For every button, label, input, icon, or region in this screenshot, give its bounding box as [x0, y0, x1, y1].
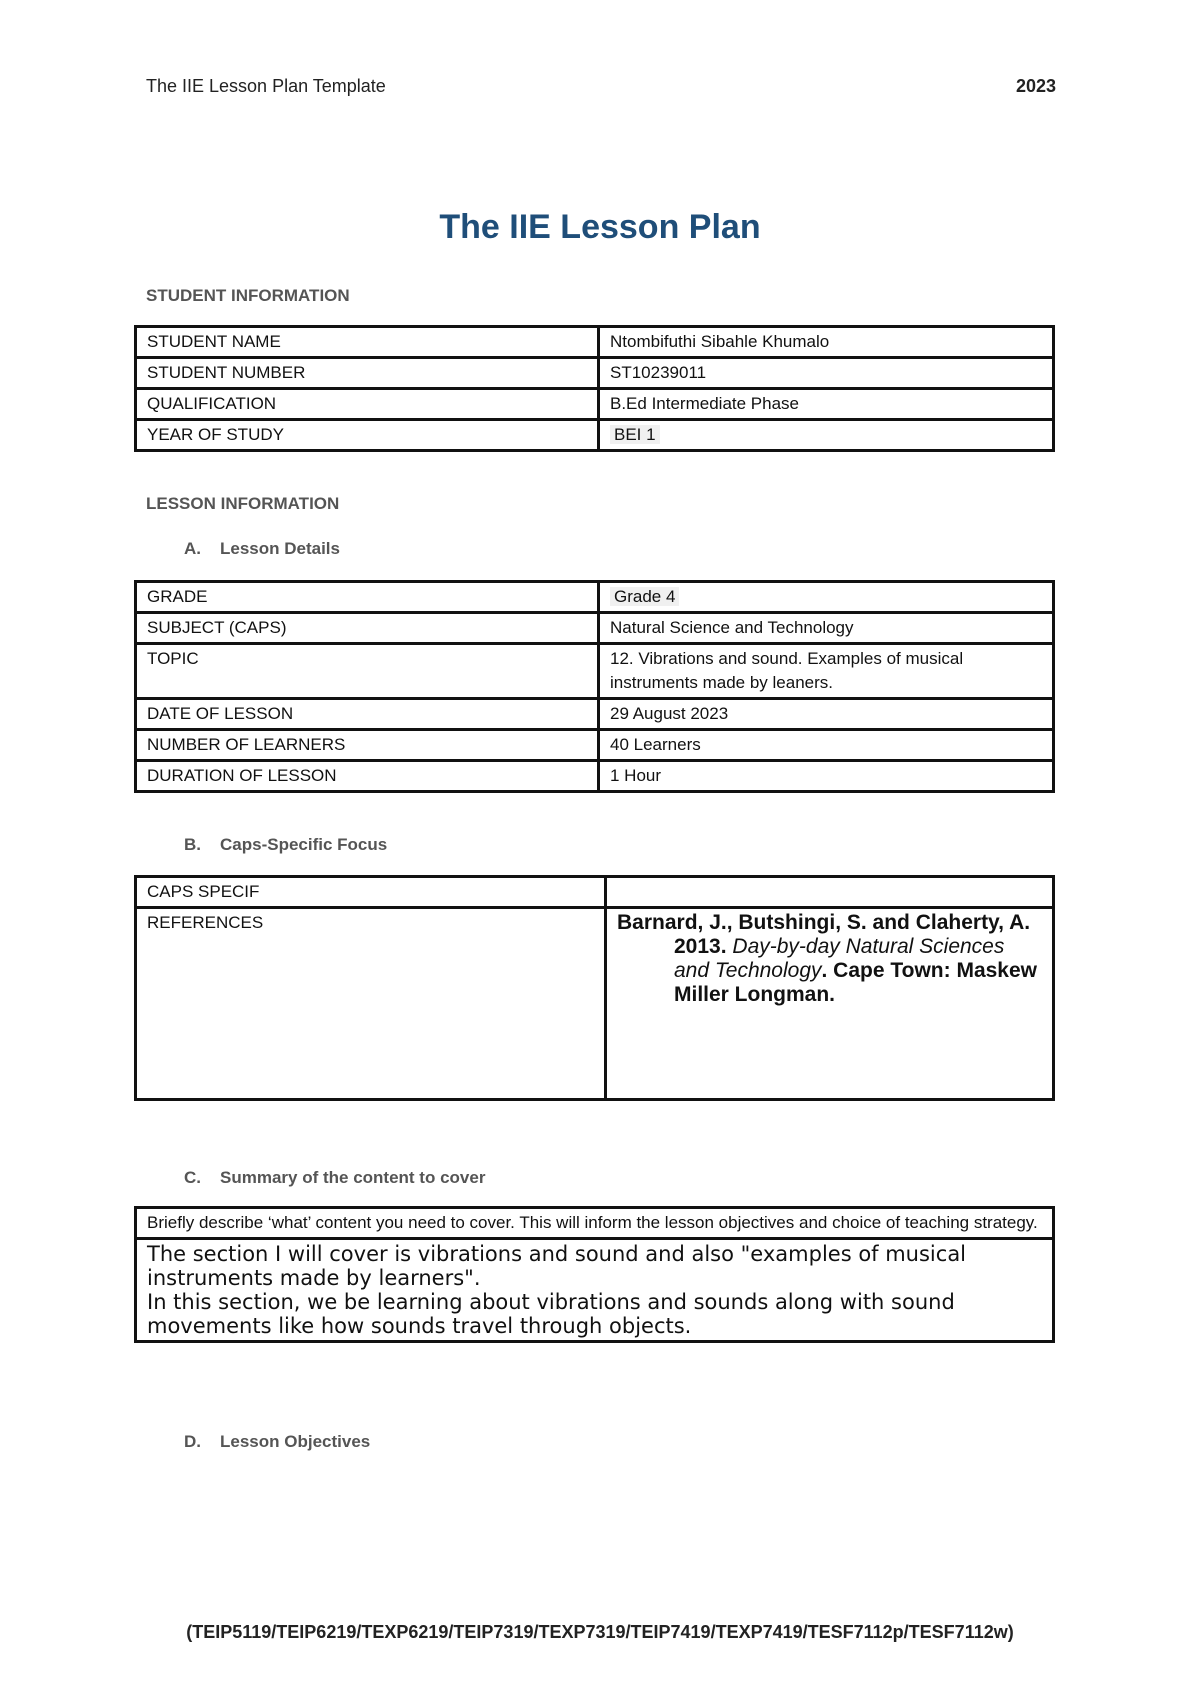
table-row [136, 1208, 1054, 1239]
grade-value: Grade 4 [610, 587, 679, 606]
table-key: YEAR OF STUDY [136, 420, 599, 451]
year-of-study-value: BEI 1 [610, 425, 660, 444]
caps-focus-table [134, 875, 1055, 1101]
summary-prompt: Briefly describe ‘what’ content you need to cover. This will inform the lesson objectives and choice of teaching strategy. [136, 1208, 1054, 1239]
lesson-details-heading [184, 539, 340, 559]
table-row [136, 1239, 1054, 1342]
reference-authors: Barnard, J., Butshingi, S. and Claherty, A. [617, 911, 1031, 934]
table-value: ST10239011 [599, 358, 1054, 389]
table-key: QUALIFICATION [136, 389, 599, 420]
reference-entry [606, 908, 1054, 1100]
section-letter: C. [184, 1168, 201, 1187]
table-value: 12. Vibrations and sound. Examples of musical instruments made by leaners. [599, 644, 1054, 699]
table-key: CAPS SPECIF [136, 877, 606, 908]
summary-content-heading [184, 1168, 485, 1188]
table-value: B.Ed Intermediate Phase [599, 389, 1054, 420]
table-row [136, 699, 1054, 730]
lesson-details-table [134, 580, 1055, 793]
page-title: The IIE Lesson Plan [439, 208, 761, 246]
section-title: Lesson Objectives [220, 1432, 371, 1451]
table-key: DURATION OF LESSON [136, 761, 599, 792]
footer-module-codes: (TEIP5119/TEIP6219/TEXP6219/TEIP7319/TEXP7319/TEIP7419/TEXP7419/TESF7112p/TESF7112w) [186, 1622, 1014, 1642]
student-information-table [134, 325, 1055, 452]
table-row [136, 582, 1054, 613]
section-title: Lesson Details [220, 539, 340, 558]
section-letter: D. [184, 1432, 201, 1451]
reference-details [617, 935, 1042, 1007]
table-key: STUDENT NUMBER [136, 358, 599, 389]
student-information-heading: STUDENT INFORMATION [146, 286, 350, 305]
table-key: NUMBER OF LEARNERS [136, 730, 599, 761]
table-key: GRADE [136, 582, 599, 613]
table-key: SUBJECT (CAPS) [136, 613, 599, 644]
table-row [136, 358, 1054, 389]
table-value: 40 Learners [599, 730, 1054, 761]
table-value: Natural Science and Technology [599, 613, 1054, 644]
table-value: 1 Hour [599, 761, 1054, 792]
table-row [136, 327, 1054, 358]
section-letter: A. [184, 539, 201, 558]
table-row [136, 730, 1054, 761]
summary-answer [136, 1239, 1054, 1342]
table-key: TOPIC [136, 644, 599, 699]
table-key: REFERENCES [136, 908, 606, 1100]
reference-year: 2013. [674, 935, 727, 958]
reference-publisher: . Cape Town: Maskew Miller Longman. [674, 959, 1038, 1006]
table-row [136, 420, 1054, 451]
reference-title: Day-by-day Natural Sciences and Technology [674, 935, 1005, 982]
header-document-title: The IIE Lesson Plan Template [146, 76, 386, 96]
table-row [136, 644, 1054, 699]
summary-content-table [134, 1206, 1055, 1343]
caps-specific-focus-heading [184, 835, 387, 855]
table-value [599, 420, 1054, 451]
table-row [136, 613, 1054, 644]
table-key: DATE OF LESSON [136, 699, 599, 730]
table-key: STUDENT NAME [136, 327, 599, 358]
header-year: 2023 [1016, 76, 1057, 96]
table-value: 29 August 2023 [599, 699, 1054, 730]
summary-paragraph: In this section, we be learning about vibrations and sounds along with sound movements like how sounds travel through objects. [147, 1290, 955, 1338]
table-row [136, 389, 1054, 420]
table-value [599, 582, 1054, 613]
table-row [136, 908, 1054, 1100]
section-title: Summary of the content to cover [220, 1168, 486, 1187]
table-value [606, 877, 1054, 908]
lesson-information-heading: LESSON INFORMATION [146, 494, 340, 513]
table-row [136, 877, 1054, 908]
section-title: Caps-Specific Focus [220, 835, 388, 854]
lesson-objectives-heading [184, 1432, 370, 1452]
table-value: Ntombifuthi Sibahle Khumalo [599, 327, 1054, 358]
section-letter: B. [184, 835, 201, 854]
table-row [136, 761, 1054, 792]
summary-paragraph: The section I will cover is vibrations and sound and also "examples of musical instruments made by learners". [147, 1242, 967, 1290]
